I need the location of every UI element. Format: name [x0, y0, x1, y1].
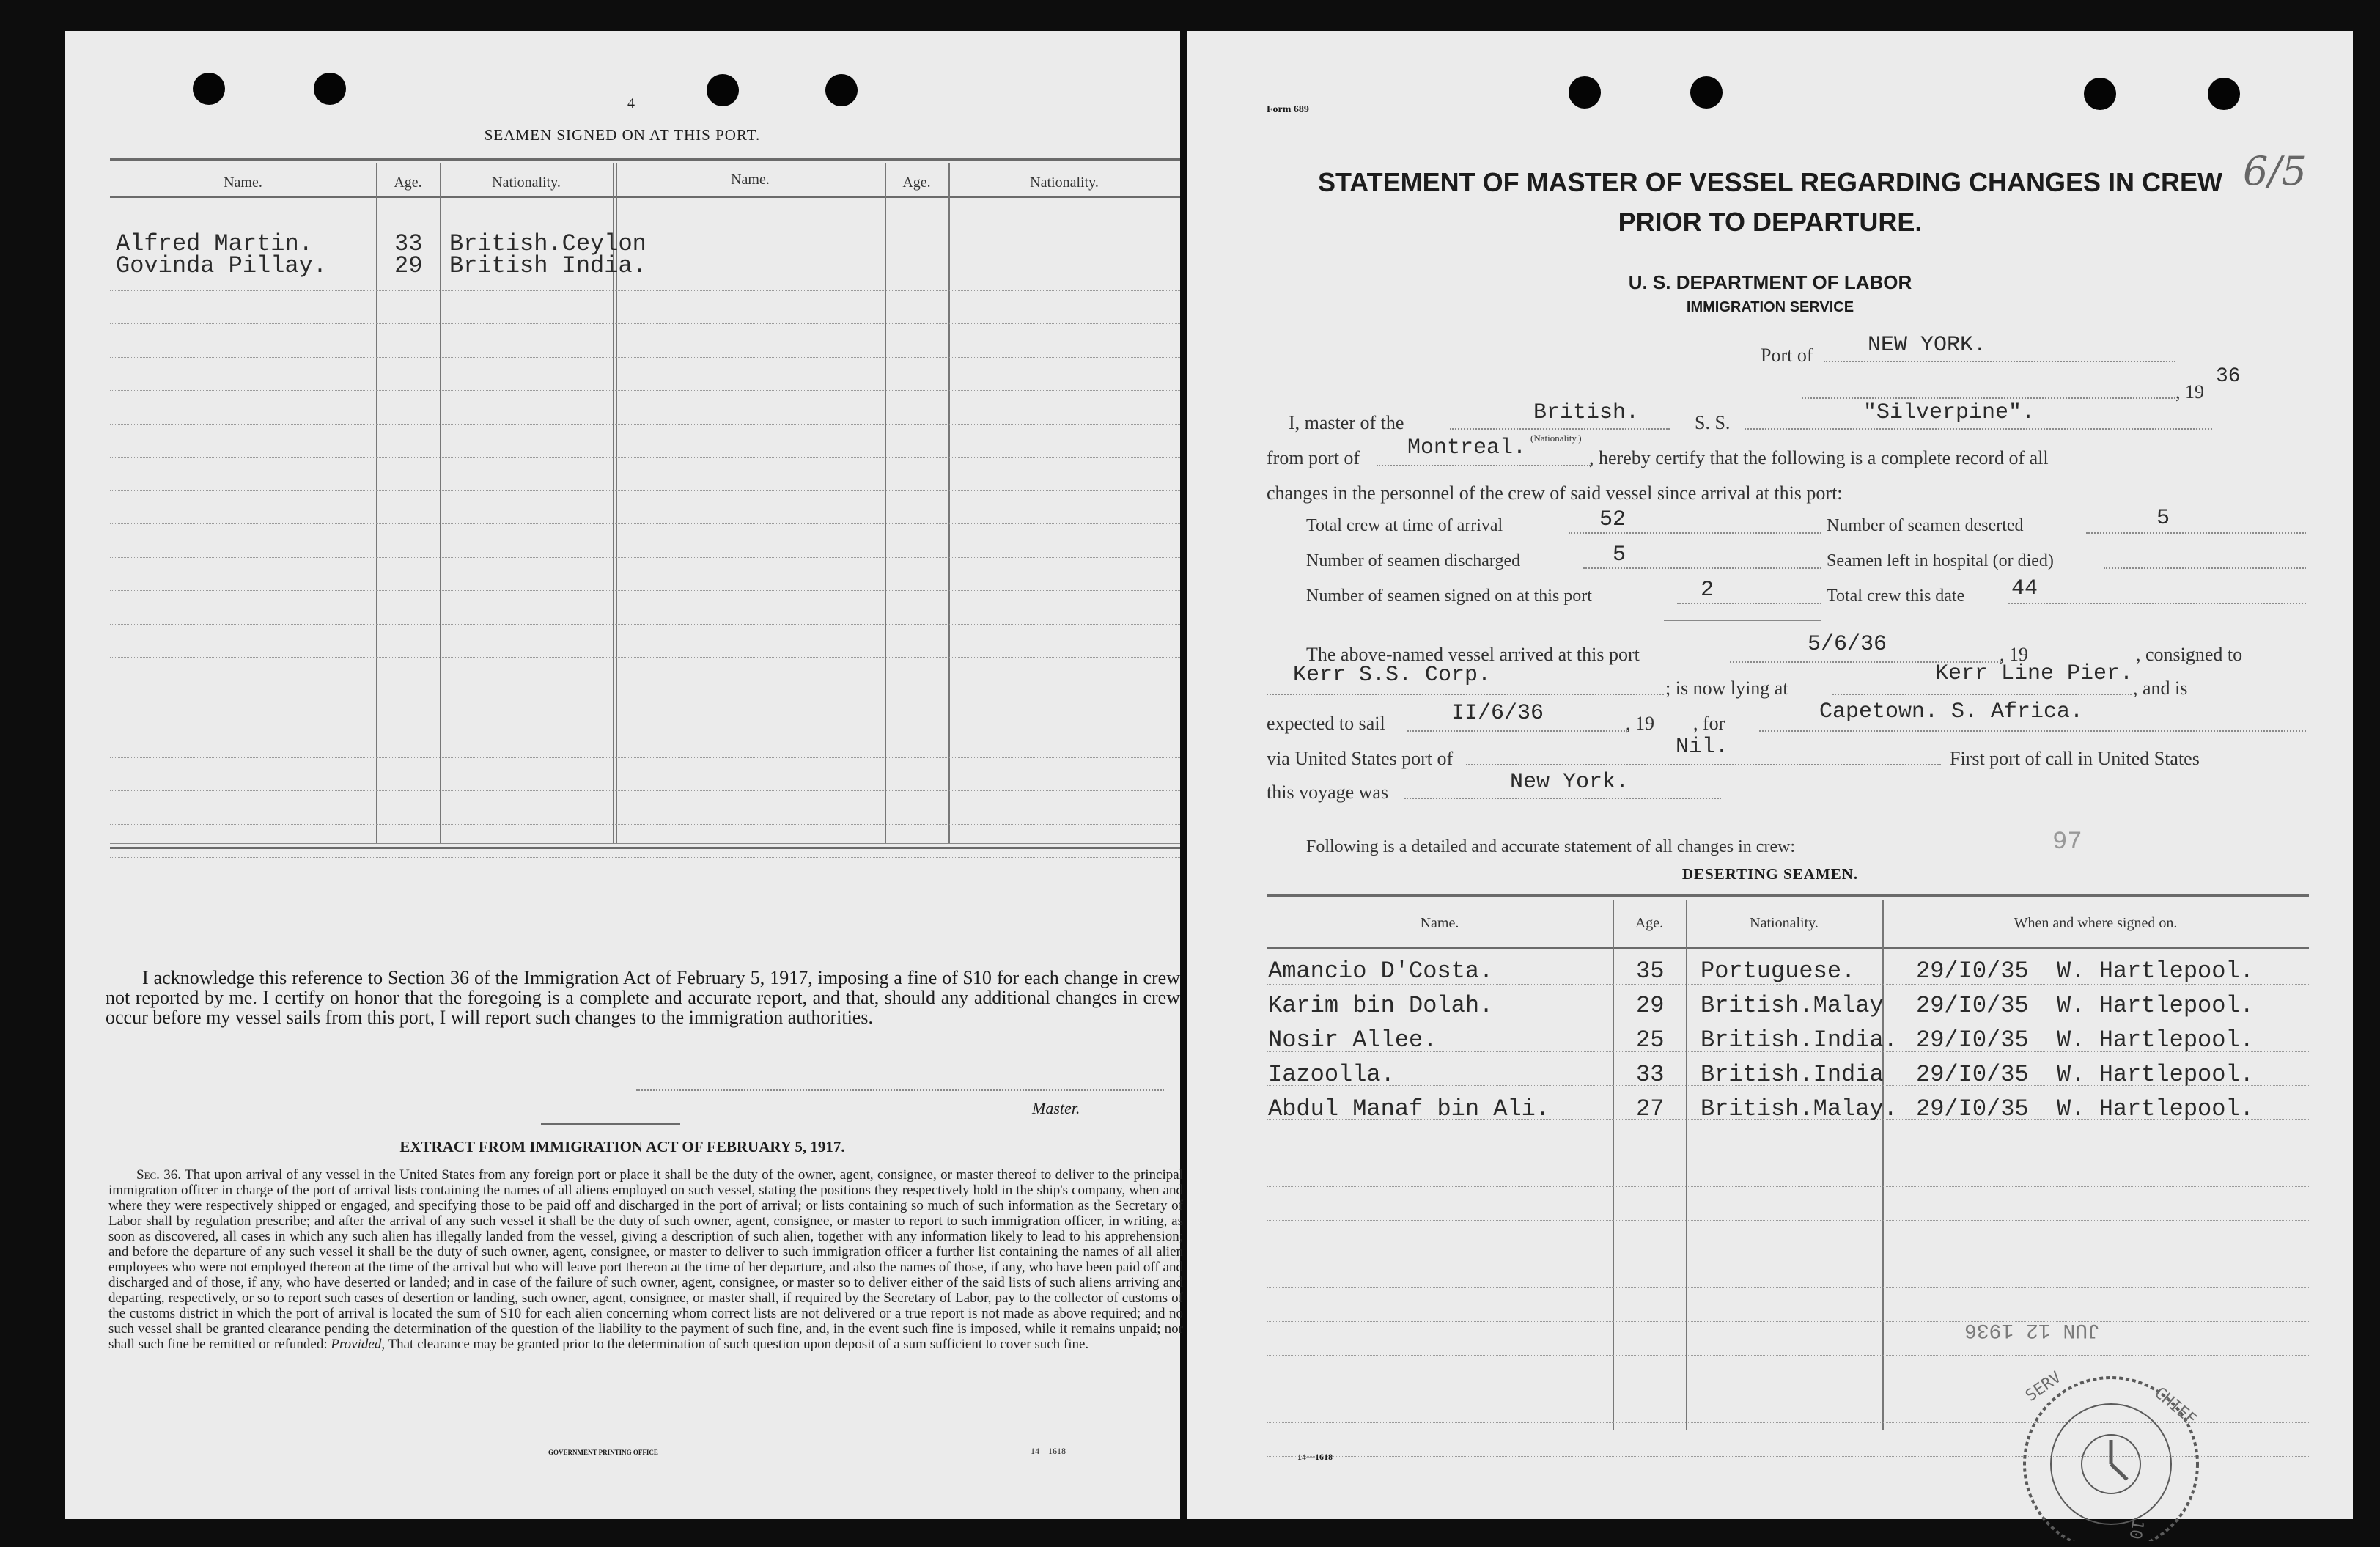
signed-on-label: Number of seamen signed on at this port	[1306, 587, 1592, 606]
extract-proviso: That clearance may be granted prior to the determination of such question upon deposit of a sum sufficient to cover such fine.	[388, 1337, 1089, 1352]
punch-hole	[193, 73, 225, 105]
row-age: 27	[1636, 1095, 1665, 1122]
row-nationality: British.Malay.	[1701, 1095, 1898, 1122]
master-of-label: I, master of the	[1289, 412, 1404, 433]
svg-text:10: 10	[2125, 1518, 2147, 1541]
changes-text: changes in the personnel of the crew of said vessel since arrival at this port:	[1267, 482, 1843, 504]
total-arrival-label: Total crew at time of arrival	[1306, 516, 1503, 535]
vessel-name: "Silverpine".	[1863, 400, 2035, 425]
department: U. S. DEPARTMENT OF LABOR	[1628, 271, 1912, 293]
row-age: 29	[1636, 992, 1665, 1019]
row-age: 35	[1636, 958, 1665, 985]
table-row-line	[110, 790, 1180, 791]
table-row-line	[110, 323, 1180, 324]
form-code: 14—1618	[1031, 1446, 1066, 1456]
extract-proviso-label: Provided,	[331, 1337, 386, 1352]
deserting-title: DESERTING SEAMEN.	[1681, 865, 1859, 883]
lying-value: Kerr Line Pier.	[1935, 661, 2134, 686]
extract-title: EXTRACT FROM IMMIGRATION ACT OF FEBRUARY 5, 1917.	[399, 1138, 845, 1155]
lying-label: ; is now lying at	[1665, 677, 1788, 699]
deserted-line	[2086, 532, 2306, 534]
for-line	[1759, 730, 2306, 732]
expected-value: II/6/36	[1451, 701, 1544, 726]
header-name: Name.	[224, 174, 262, 191]
punch-hole	[825, 74, 858, 106]
voyage-label: this voyage was	[1267, 782, 1389, 803]
table-row-line	[110, 390, 1180, 391]
row-signed-place: W. Hartlepool.	[2057, 958, 2254, 985]
certify-text: , hereby certify that the following is a complete record of all	[1589, 447, 2049, 468]
hospital-line	[2104, 567, 2306, 569]
ss-label: S. S.	[1695, 412, 1731, 433]
stamp	[1920, 1307, 2228, 1541]
row-nationality: British.India	[1701, 1061, 1884, 1088]
vessel-line	[1745, 428, 2212, 430]
punch-hole	[2084, 78, 2116, 110]
table-row-line	[110, 657, 1180, 658]
row-age: 33	[1636, 1061, 1665, 1088]
total-date-line	[2008, 603, 2306, 604]
table-row-nationality: British.Ceylon	[449, 230, 646, 257]
total-date-label: Total crew this date	[1827, 587, 1965, 606]
left-page	[65, 31, 1183, 1519]
via-value: Nil.	[1676, 735, 1729, 760]
punch-hole	[314, 73, 346, 105]
nationality-line	[1450, 428, 1670, 430]
acknowledgement-text: I acknowledge this reference to Section 36 of the Immigration Act of February 5, 1917, imposing a fine of $10 for each change in crew not reported by me. I certify on honor that the foregoing is a complete and accurate report, and that, should any additional changes in crew occur before my vessel sails from this port, I will report such changes to the immigration authorities.	[106, 967, 1180, 1028]
master-signature-line	[636, 1089, 1164, 1091]
row-name: Abdul Manaf bin Ali.	[1268, 1095, 1550, 1122]
port-line	[1824, 361, 2175, 362]
from-port-value: Montreal.	[1407, 436, 1527, 460]
punch-hole	[1690, 76, 1723, 109]
voyage-line	[1404, 798, 1721, 799]
from-port-line	[1377, 465, 1591, 466]
row-nationality: Portuguese.	[1701, 958, 1856, 985]
row-signed-date: 29/I0/35	[1916, 992, 2029, 1019]
via-line	[1466, 764, 1941, 765]
deserted-value: 5	[2156, 506, 2170, 531]
voyage-value: New York.	[1510, 770, 1629, 795]
row-signed-date: 29/I0/35	[1916, 1095, 2029, 1122]
year-prefix: , 19	[2175, 381, 2204, 403]
row-age: 25	[1636, 1026, 1665, 1054]
table-row-age: 29	[394, 252, 423, 279]
master-label: Master.	[1032, 1099, 1080, 1117]
row-nationality: British.Malay	[1701, 992, 1884, 1019]
following-text: Following is a detailed and accurate statement of all changes in crew:	[1306, 837, 1796, 856]
right-page	[1187, 31, 2353, 1541]
port-label: Port of	[1761, 345, 1813, 366]
round-stamp-icon	[1920, 1307, 2228, 1541]
form-title-line2: PRIOR TO DEPARTURE.	[1618, 207, 1923, 237]
svg-text:SERV: SERV	[2022, 1368, 2065, 1405]
hospital-label: Seamen left in hospital (or died)	[1827, 551, 2054, 570]
row-signed-place: W. Hartlepool.	[2057, 992, 2254, 1019]
from-port-label: from port of	[1267, 447, 1360, 468]
expected-suffix: , 19	[1626, 713, 1654, 734]
port-value: NEW YORK.	[1868, 333, 1987, 358]
arrived-suffix: , 19	[2000, 644, 2028, 665]
header-name-2: Name.	[731, 172, 770, 188]
table-row-line	[110, 290, 1180, 291]
header-age-2: Age.	[902, 174, 931, 191]
consignee-value: Kerr S.S. Corp.	[1293, 663, 1492, 688]
table-row-age: 33	[394, 230, 423, 257]
signed-on-value: 2	[1701, 578, 1714, 603]
discharged-value: 5	[1613, 543, 1626, 567]
total-arrival-value: 52	[1599, 507, 1626, 532]
header-nationality: Nationality.	[492, 174, 561, 191]
extract-text	[108, 1167, 1183, 1352]
header-age: Age.	[1635, 915, 1664, 931]
printer-footer: GOVERNMENT PRINTING OFFICE	[548, 1449, 658, 1456]
header-name: Name.	[1420, 915, 1459, 931]
page-number: 4	[627, 95, 635, 111]
handwritten-mark: 6/5	[2243, 148, 2307, 194]
consignee-line	[1267, 694, 1664, 695]
total-date-value: 44	[2011, 576, 2038, 601]
table-row-line	[110, 357, 1180, 358]
stamp-date: JUN 12 1936	[1964, 1318, 2100, 1341]
for-value: Capetown. S. Africa.	[1819, 699, 2084, 724]
svg-text:CHIEF: CHIEF	[2151, 1384, 2200, 1430]
row-name: Karim bin Dolah.	[1268, 992, 1494, 1019]
punch-hole	[2208, 78, 2240, 110]
table-row-line	[110, 857, 1180, 858]
nationality-value: British.	[1533, 400, 1640, 425]
extract-section: Sec. 36.	[136, 1167, 182, 1183]
header-nationality: Nationality.	[1750, 915, 1819, 931]
consigned-label: , consigned to	[2136, 644, 2243, 665]
table-row-line	[110, 424, 1180, 425]
row-name: Nosir Allee.	[1268, 1026, 1437, 1054]
expected-label: expected to sail	[1267, 713, 1385, 734]
form-title-line1: STATEMENT OF MASTER OF VESSEL REGARDING CHANGES IN CREW	[1317, 167, 2223, 197]
signed-on-line	[1677, 603, 1821, 604]
row-signed-place: W. Hartlepool.	[2057, 1061, 2254, 1088]
first-port-label: First port of call in United States	[1950, 748, 2200, 769]
and-is-label: , and is	[2133, 677, 2188, 699]
row-signed-date: 29/I0/35	[1916, 1026, 2029, 1054]
extract-body: That upon arrival of any vessel in the United States from any foreign port or place it shall be the duty of the owner, agent, consignee, or master thereof to deliver to the principal immigration officer in charge of the port of arrival lists containing the names of all aliens employed on such vessel, stating the positions they respectively hold in the ship's company, when and where they were respectively shipped or engaged, and specifying those to be paid off and discharged in the port of arrival; or lists containing so much of such information as the Secretary of Labor shall by regulation prescribe; and after the arrival of any such vessel it shall be the duty of such owner, agent, consignee, or master to report to such immigration officer, in writing, as soon as discovered, all cases in which any such alien has illegally landed from the vessel, giving a description of such alien, together with any information likely to lead to his apprehension; and before the departure of any such vessel it shall be the duty of such owner, agent, consignee, or master to deliver to such immigration officer a further list containing the names of all alien employees who were not employed thereon at the time of the arrival but who will leave port thereon at the time of her departure, and also the names of those, if any, who have been paid off and discharged and of those, if any, who have deserted or landed; and in case of the failure of such owner, agent, consignee, or master so to deliver either of the said lists of such aliens arriving and departing, respectively, or so to report such cases of desertion or landing, such owner, agent, consignee, or master shall, if required by the Secretary of Labor, pay to the collector of customs of the customs district in which the port of arrival is located the sum of $10 for each alien concerning whom correct lists are not delivered or a true report is not made as above required; and no such vessel shall be granted clearance pending the determination of the question of the liability to the payment of such fine, and, in the event such fine is imposed, while it remains unpaid; nor shall such fine be remitted or refunded:	[108, 1167, 1183, 1352]
total-arrival-line	[1569, 532, 1821, 534]
discharged-line	[1583, 567, 1821, 569]
table-row-name: Govinda Pillay.	[116, 252, 328, 279]
form-code: 14—1618	[1297, 1452, 1333, 1462]
form-number: Form 689	[1267, 104, 1309, 115]
punch-hole	[707, 74, 739, 106]
punch-hole	[1569, 76, 1601, 109]
table-row-line	[1267, 1186, 2309, 1187]
divider	[541, 1123, 680, 1125]
row-signed-place: W. Hartlepool.	[2057, 1026, 2254, 1054]
row-name: Amancio D'Costa.	[1268, 958, 1494, 985]
arrived-value: 5/6/36	[1808, 632, 1887, 657]
following-mark: 97	[2052, 828, 2082, 856]
year-value: 36	[2216, 365, 2241, 388]
table-row-line	[110, 590, 1180, 591]
table-title: SEAMEN SIGNED ON AT THIS PORT.	[484, 126, 761, 144]
table-row-nationality: British India.	[449, 252, 646, 279]
table-row-line	[110, 557, 1180, 558]
header-signed-on: When and where signed on.	[2014, 915, 2178, 931]
sum-rule	[1664, 620, 1821, 621]
service: IMMIGRATION SERVICE	[1686, 299, 1854, 315]
row-signed-date: 29/I0/35	[1916, 1061, 2029, 1088]
table-row-name: Alfred Martin.	[116, 230, 313, 257]
discharged-label: Number of seamen discharged	[1306, 551, 1521, 570]
table-row-line	[110, 757, 1180, 758]
table-row-line	[110, 624, 1180, 625]
arrived-label: The above-named vessel arrived at this port	[1306, 644, 1640, 665]
for-label: , for	[1693, 713, 1725, 734]
date-line	[1802, 397, 2175, 399]
expected-line	[1407, 730, 1627, 732]
row-signed-date: 29/I0/35	[1916, 958, 2029, 985]
header-age: Age.	[394, 174, 422, 191]
table-row-line	[1267, 1220, 2309, 1221]
table-row-line	[110, 523, 1180, 524]
row-name: Iazoolla.	[1268, 1061, 1395, 1088]
row-nationality: British.India.	[1701, 1026, 1898, 1054]
table-row-line	[1267, 1287, 2309, 1288]
deserted-label: Number of seamen deserted	[1827, 516, 2024, 535]
row-signed-place: W. Hartlepool.	[2057, 1095, 2254, 1122]
nationality-caption: (Nationality.)	[1530, 433, 1582, 444]
lying-line	[1832, 694, 2132, 695]
table-row-line	[110, 824, 1180, 825]
table-row-line	[110, 490, 1180, 491]
via-label: via United States port of	[1267, 748, 1454, 769]
table-row-line	[110, 457, 1180, 458]
header-nationality-2: Nationality.	[1030, 174, 1099, 191]
